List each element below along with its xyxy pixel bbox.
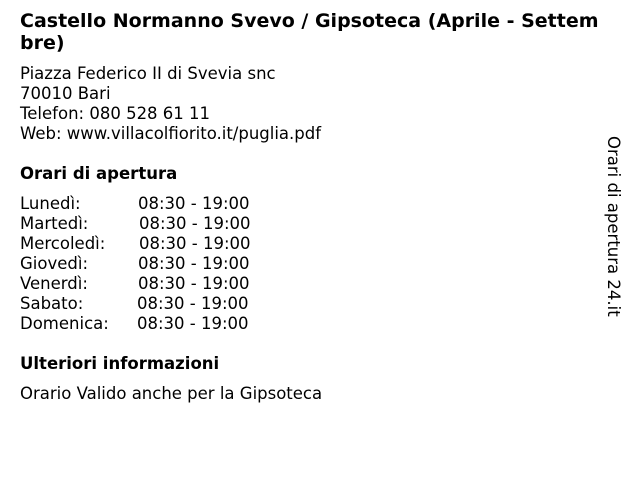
day-label: Mercoledì:: [20, 234, 106, 253]
address-block: [20, 64, 321, 144]
opening-hours-table: [20, 194, 300, 334]
hours-row-tuesday: [20, 214, 300, 234]
hours-row-monday: [20, 194, 300, 214]
hours-row-sunday: [20, 314, 300, 334]
website-link: Web: www.villacolfiorito.it/puglia.pdf: [20, 124, 322, 143]
day-label: Giovedì:: [20, 254, 88, 273]
day-label: Venerdì:: [20, 274, 88, 293]
time-range: 08:30 - 19:00: [138, 194, 250, 213]
day-label: Martedì:: [20, 214, 89, 233]
hours-row-friday: [20, 274, 300, 294]
day-label: Lunedì:: [20, 194, 81, 213]
phone-number: Telefon: 080 528 61 11: [20, 104, 211, 123]
city: 70010 Bari: [20, 84, 111, 103]
day-label: Domenica:: [20, 314, 109, 333]
opening-hours-heading: Orari di apertura: [20, 164, 178, 183]
time-range: 08:30 - 19:00: [138, 274, 250, 293]
hours-row-wednesday: [20, 234, 300, 254]
further-info-heading: Ulteriori informazioni: [20, 354, 220, 373]
time-range: 08:30 - 19:00: [137, 314, 249, 333]
hours-row-saturday: [20, 294, 300, 314]
time-range: 08:30 - 19:00: [138, 254, 250, 273]
street-address: Piazza Federico II di Svevia snc: [20, 64, 276, 83]
further-info-text: Orario Valido anche per la Gipsoteca: [20, 384, 323, 403]
time-range: 08:30 - 19:00: [139, 214, 251, 233]
day-label: Sabato:: [20, 294, 84, 313]
time-range: 08:30 - 19:00: [137, 294, 249, 313]
site-watermark: [604, 136, 636, 317]
hours-row-thursday: [20, 254, 300, 274]
watermark-text: Orari di apertura 24.it: [604, 136, 623, 317]
page-title: Castello Normanno Svevo / Gipsoteca (Aprile - Settembre): [20, 10, 599, 54]
time-range: 08:30 - 19:00: [139, 234, 251, 253]
